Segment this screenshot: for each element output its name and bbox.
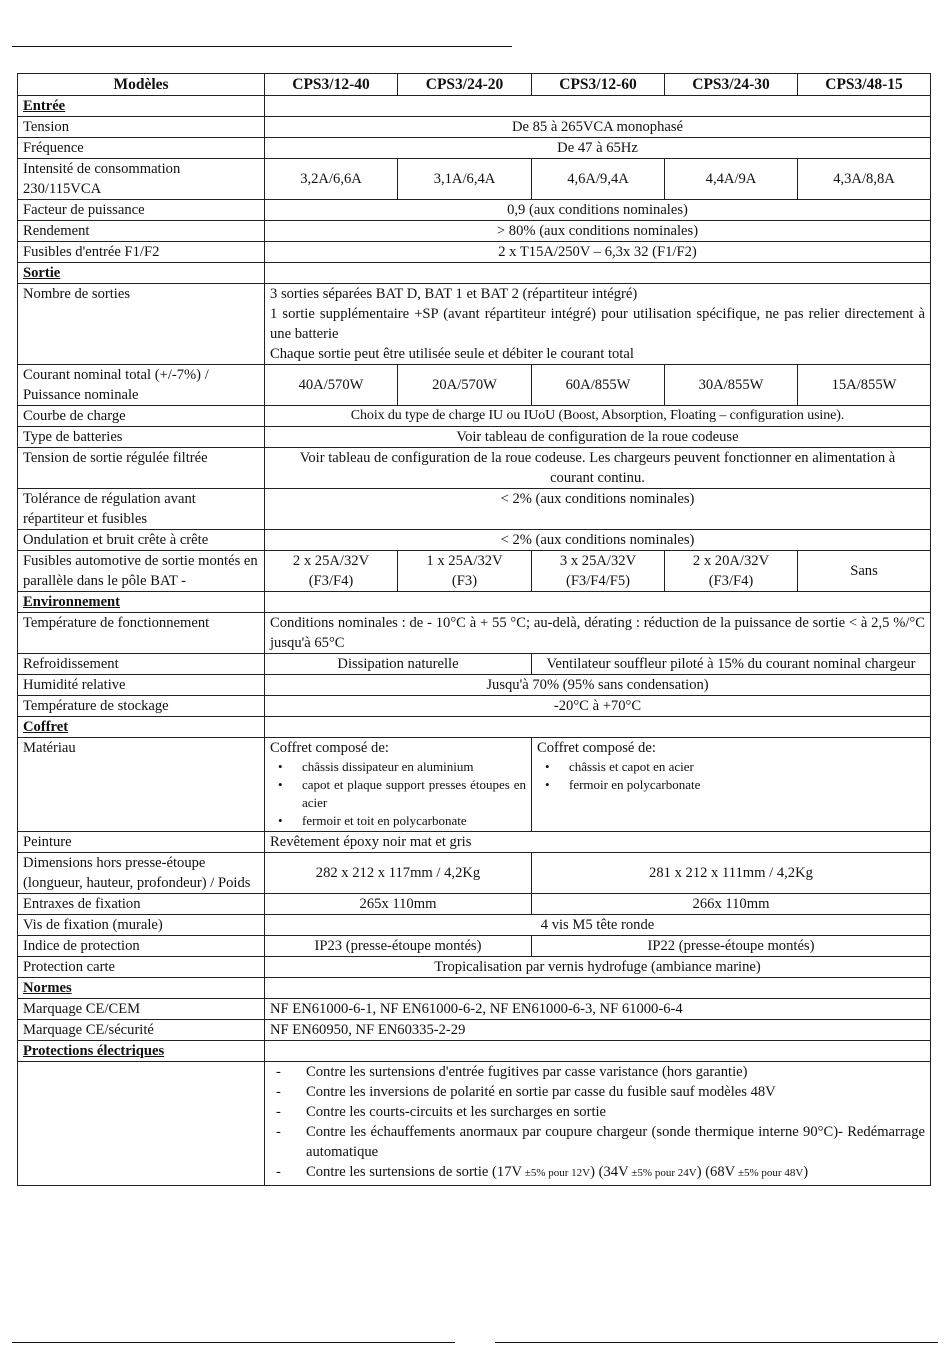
header-row	[18, 74, 931, 96]
row-label: Fusibles d'entrée F1/F2	[18, 242, 265, 263]
bottom-rule-right	[495, 1342, 938, 1343]
row-value: 2 x T15A/250V – 6,3x 32 (F1/F2)	[265, 242, 931, 263]
row-label: Facteur de puissance	[18, 200, 265, 221]
row-value: Choix du type de charge IU ou IUoU (Boost, Absorption, Floating – configuration usine).	[265, 406, 931, 427]
cell-value: 265x 110mm	[265, 894, 532, 915]
list-item: - Contre les surtensions de sortie (17V ±5% pour 12V) (34V ±5% pour 24V) (68V ±5% pour 48V)	[276, 1162, 925, 1183]
row-value: -20°C à +70°C	[265, 696, 931, 717]
row-frequence	[18, 138, 931, 159]
row-value: NF EN60950, NF EN60335-2-29	[265, 1020, 931, 1041]
row-ondulation	[18, 530, 931, 551]
row-value: De 47 à 65Hz	[265, 138, 931, 159]
list-item: • capot et plaque support presses étoupes en acier	[278, 776, 526, 812]
row-entraxes	[18, 894, 931, 915]
row-label: Indice de protection	[18, 936, 265, 957]
section-sortie	[18, 263, 931, 284]
row-value: De 85 à 265VCA monophasé	[265, 117, 931, 138]
materiau-list	[537, 758, 925, 794]
row-tension-sortie	[18, 448, 931, 489]
row-materiau	[18, 738, 931, 832]
cell-value: 282 x 212 x 117mm / 4,2Kg	[265, 853, 532, 894]
row-value: Jusqu'à 70% (95% sans condensation)	[265, 675, 931, 696]
cell-value: 2 x 25A/32V (F3/F4)	[265, 551, 398, 592]
row-label: Ondulation et bruit crête à crête	[18, 530, 265, 551]
cell-value: 281 x 212 x 111mm / 4,2Kg	[532, 853, 931, 894]
section-title: Sortie	[18, 263, 265, 284]
row-label: Entraxes de fixation	[18, 894, 265, 915]
row-refroidissement	[18, 654, 931, 675]
row-label: Fréquence	[18, 138, 265, 159]
row-label: Vis de fixation (murale)	[18, 915, 265, 936]
protections-list	[270, 1062, 925, 1183]
models-header: Modèles	[18, 74, 265, 96]
materiau-list	[270, 758, 526, 830]
row-label: Type de batteries	[18, 427, 265, 448]
cell-value: Sans	[798, 551, 931, 592]
cell-value: 4,4A/9A	[665, 159, 798, 200]
model-5: CPS3/48-15	[798, 74, 931, 96]
row-label: Matériau	[18, 738, 265, 832]
row-fusibles-sortie	[18, 551, 931, 592]
cell-value: 4,6A/9,4A	[532, 159, 665, 200]
list-item: - Contre les échauffements anormaux par coupure chargeur (sonde thermique interne 90°C)- Redémarrage automatique	[276, 1122, 925, 1162]
materiau-title: Coffret composé de:	[270, 740, 389, 756]
row-indice	[18, 936, 931, 957]
cell-value: 20A/570W	[398, 365, 532, 406]
row-type-batteries	[18, 427, 931, 448]
row-value: Voir tableau de configuration de la roue codeuse. Les chargeurs peuvent fonctionner en alimentation à courant continu.	[265, 448, 931, 489]
row-temp-fonct	[18, 613, 931, 654]
cell-value: IP23 (presse-étoupe montés)	[265, 936, 532, 957]
row-value: Revêtement époxy noir mat et gris	[265, 832, 931, 853]
row-rendement	[18, 221, 931, 242]
row-label: Courant nominal total (+/-7%) / Puissance nominale	[18, 365, 265, 406]
section-environnement	[18, 592, 931, 613]
row-label: Refroidissement	[18, 654, 265, 675]
cell-value: 3 x 25A/32V (F3/F4/F5)	[532, 551, 665, 592]
row-value	[265, 284, 931, 365]
row-label: Tolérance de régulation avant répartiteur et fusibles	[18, 489, 265, 530]
cell-value: 4,3A/8,8A	[798, 159, 931, 200]
list-item: • châssis et capot en acier	[545, 758, 925, 776]
materiau-title: Coffret composé de:	[537, 740, 656, 756]
row-label: Humidité relative	[18, 675, 265, 696]
cell-value: Dissipation naturelle	[265, 654, 532, 675]
row-intensite	[18, 159, 931, 200]
row-fusibles-entree	[18, 242, 931, 263]
bottom-rule-left	[12, 1342, 455, 1343]
row-securite	[18, 1020, 931, 1041]
section-title: Protections électriques	[18, 1041, 265, 1062]
row-value: > 80% (aux conditions nominales)	[265, 221, 931, 242]
row-value	[265, 1062, 931, 1186]
section-protections	[18, 1041, 931, 1062]
row-tolerance	[18, 489, 931, 530]
section-normes	[18, 978, 931, 999]
row-courant	[18, 365, 931, 406]
row-value: Tropicalisation par vernis hydrofuge (ambiance marine)	[265, 957, 931, 978]
list-item: - Contre les surtensions d'entrée fugitives par casse varistance (hors garantie)	[276, 1062, 925, 1082]
row-value: NF EN61000-6-1, NF EN61000-6-2, NF EN61000-6-3, NF 61000-6-4	[265, 999, 931, 1020]
row-tension	[18, 117, 931, 138]
row-label: Courbe de charge	[18, 406, 265, 427]
model-4: CPS3/24-30	[665, 74, 798, 96]
text-line: 1 sortie supplémentaire +SP (avant répartiteur intégré) pour utilisation spécifique, ne pas relier directement à une batterie	[270, 306, 925, 342]
model-1: CPS3/12-40	[265, 74, 398, 96]
section-title: Entrée	[18, 96, 265, 117]
cell-value: 60A/855W	[532, 365, 665, 406]
row-value: 4 vis M5 tête ronde	[265, 915, 931, 936]
spec-table	[17, 73, 931, 1186]
row-courbe	[18, 406, 931, 427]
row-label: Température de stockage	[18, 696, 265, 717]
row-vis	[18, 915, 931, 936]
row-label: Marquage CE/sécurité	[18, 1020, 265, 1041]
row-label: Nombre de sorties	[18, 284, 265, 365]
model-3: CPS3/12-60	[532, 74, 665, 96]
section-entree	[18, 96, 931, 117]
text-line: Chaque sortie peut être utilisée seule et débiter le courant total	[270, 346, 634, 362]
top-rule	[12, 46, 512, 47]
cell-value: 15A/855W	[798, 365, 931, 406]
row-label: Fusibles automotive de sortie montés en parallèle dans le pôle BAT -	[18, 551, 265, 592]
row-stockage	[18, 696, 931, 717]
section-title: Normes	[18, 978, 265, 999]
cell-value: 40A/570W	[265, 365, 398, 406]
row-protection-carte	[18, 957, 931, 978]
cell-value	[532, 738, 931, 832]
cell-value	[265, 738, 532, 832]
row-dimensions	[18, 853, 931, 894]
row-value: < 2% (aux conditions nominales)	[265, 530, 931, 551]
row-label: Peinture	[18, 832, 265, 853]
row-label: Tension de sortie régulée filtrée	[18, 448, 265, 489]
section-title: Coffret	[18, 717, 265, 738]
row-label: Dimensions hors presse-étoupe (longueur, hauteur, profondeur) / Poids	[18, 853, 265, 894]
list-item: - Contre les inversions de polarité en sortie par casse du fusible sauf modèles 48V	[276, 1082, 925, 1102]
model-2: CPS3/24-20	[398, 74, 532, 96]
row-value: Voir tableau de configuration de la roue codeuse	[265, 427, 931, 448]
cell-value: 3,2A/6,6A	[265, 159, 398, 200]
row-value: < 2% (aux conditions nominales)	[265, 489, 931, 530]
section-title: Environnement	[18, 592, 265, 613]
list-item: • fermoir et toit en polycarbonate	[278, 812, 526, 830]
row-label: Protection carte	[18, 957, 265, 978]
row-label: Température de fonctionnement	[18, 613, 265, 654]
row-value: Conditions nominales : de - 10°C à + 55 °C; au-delà, dérating : réduction de la puissance de sortie < à 2,5 %/°C jusqu'à 65°C	[265, 613, 931, 654]
list-item: • fermoir en polycarbonate	[545, 776, 925, 794]
list-item: - Contre les courts-circuits et les surcharges en sortie	[276, 1102, 925, 1122]
cell-value: 266x 110mm	[532, 894, 931, 915]
row-cem	[18, 999, 931, 1020]
cell-value: 1 x 25A/32V (F3)	[398, 551, 532, 592]
row-label: Tension	[18, 117, 265, 138]
cell-value: Ventilateur souffleur piloté à 15% du courant nominal chargeur	[532, 654, 931, 675]
row-value: 0,9 (aux conditions nominales)	[265, 200, 931, 221]
cell-value: IP22 (presse-étoupe montés)	[532, 936, 931, 957]
list-item: • châssis dissipateur en aluminium	[278, 758, 526, 776]
row-label: Rendement	[18, 221, 265, 242]
row-label: Intensité de consommation 230/115VCA	[18, 159, 265, 200]
row-peinture	[18, 832, 931, 853]
row-nombre-sorties	[18, 284, 931, 365]
cell-value: 30A/855W	[665, 365, 798, 406]
row-protections	[18, 1062, 931, 1186]
cell-value: 2 x 20A/32V (F3/F4)	[665, 551, 798, 592]
row-label: Marquage CE/CEM	[18, 999, 265, 1020]
cell-value: 3,1A/6,4A	[398, 159, 532, 200]
row-facteur	[18, 200, 931, 221]
row-humidite	[18, 675, 931, 696]
section-coffret	[18, 717, 931, 738]
text-line: 3 sorties séparées BAT D, BAT 1 et BAT 2 (répartiteur intégré)	[270, 286, 638, 302]
